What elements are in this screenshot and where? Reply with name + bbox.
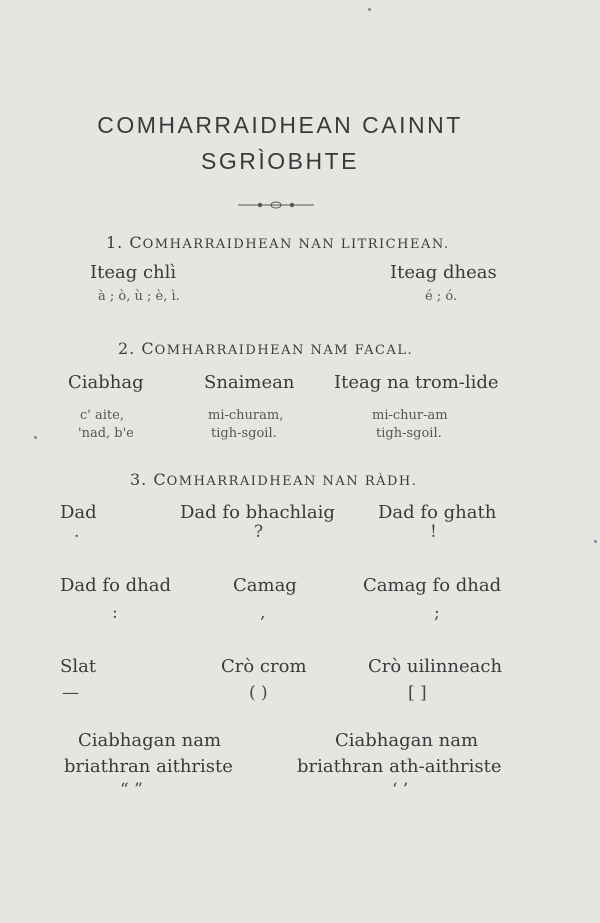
punct-label-dad: Dad [60, 502, 97, 523]
paper-speck [368, 8, 371, 11]
quote-right-line2: briathran ath-aithriste [297, 756, 502, 777]
punct-label-camag: Camag [233, 575, 297, 596]
page-title-line1: COMHARRAIDHEAN CAINNT [97, 112, 463, 138]
punct-mark-dash: — [62, 683, 79, 703]
section2-col2-example1: mi-churam, [208, 408, 284, 423]
punct-mark-colon: : [112, 603, 118, 623]
section2-col2-label: Snaimean [204, 372, 295, 393]
section1-heading-cap: C [129, 233, 143, 252]
section3-heading-cap: C [153, 470, 167, 489]
section1-right-label: Iteag dheas [390, 262, 497, 283]
quote-left-line2: briathran aithriste [64, 756, 233, 777]
punct-mark-parentheses: ( ) [249, 683, 268, 703]
punct-mark-semicolon: ; [434, 603, 440, 623]
section2-col1-label: Ciabhag [68, 372, 144, 393]
section1-heading [106, 233, 450, 252]
quote-left-line1: Ciabhagan nam [78, 730, 222, 751]
punct-label-dad-fo-bhachlaig: Dad fo bhachlaig [180, 502, 335, 523]
section1-right-examples: é ; ó. [425, 289, 458, 304]
section3-number: 3. [130, 470, 148, 489]
punct-mark-double-quotes: “ ” [120, 780, 143, 800]
quote-right-line1: Ciabhagan nam [335, 730, 479, 751]
punct-mark-exclamation: ! [430, 522, 437, 542]
section1-left-examples: à ; ò, ù ; è, ì. [98, 289, 180, 304]
page-title-line2: SGRÌOBHTE [201, 148, 359, 174]
punct-label-cro-crom: Crò crom [221, 656, 307, 677]
punct-mark-comma: , [260, 603, 266, 623]
section3-heading-rest: OMHARRAIDHEAN NAN RÀDH. [166, 474, 418, 489]
ornament-divider-icon [238, 199, 314, 211]
paper-speck [34, 436, 37, 439]
punct-label-slat: Slat [60, 656, 97, 677]
section1-heading-rest: OMHARRAIDHEAN NAN LITRICHEAN. [142, 237, 450, 252]
punct-mark-single-quotes: ‘ ’ [392, 780, 409, 800]
punct-mark-question: ? [254, 522, 264, 542]
punct-label-dad-fo-dhad: Dad fo dhad [60, 575, 171, 596]
section2-number: 2. [118, 339, 136, 358]
section2-heading [118, 339, 413, 358]
section2-heading-cap: C [141, 339, 155, 358]
section2-col1-example1: c' aite, [80, 408, 124, 423]
section3-heading [130, 470, 417, 489]
paper-speck [594, 540, 597, 543]
punct-mark-full-stop: . [74, 522, 80, 542]
section2-col3-example2: tigh-sgoil. [376, 426, 442, 441]
section1-number: 1. [106, 233, 124, 252]
punct-mark-brackets: [ ] [408, 683, 427, 703]
section2-col2-example2: tigh-sgoil. [211, 426, 277, 441]
section2-col1-example2: 'nad, b'e [78, 426, 134, 441]
punct-label-camag-fo-dhad: Camag fo dhad [363, 575, 502, 596]
punct-label-dad-fo-ghath: Dad fo ghath [378, 502, 497, 523]
section2-col3-label: Iteag na trom-lide [334, 372, 499, 393]
section1-left-label: Iteag chlì [90, 262, 177, 283]
section2-heading-rest: OMHARRAIDHEAN NAM FACAL. [154, 343, 414, 358]
punct-label-cro-uilinneach: Crò uilinneach [368, 656, 503, 677]
section2-col3-example1: mi-chur-am [372, 408, 448, 423]
